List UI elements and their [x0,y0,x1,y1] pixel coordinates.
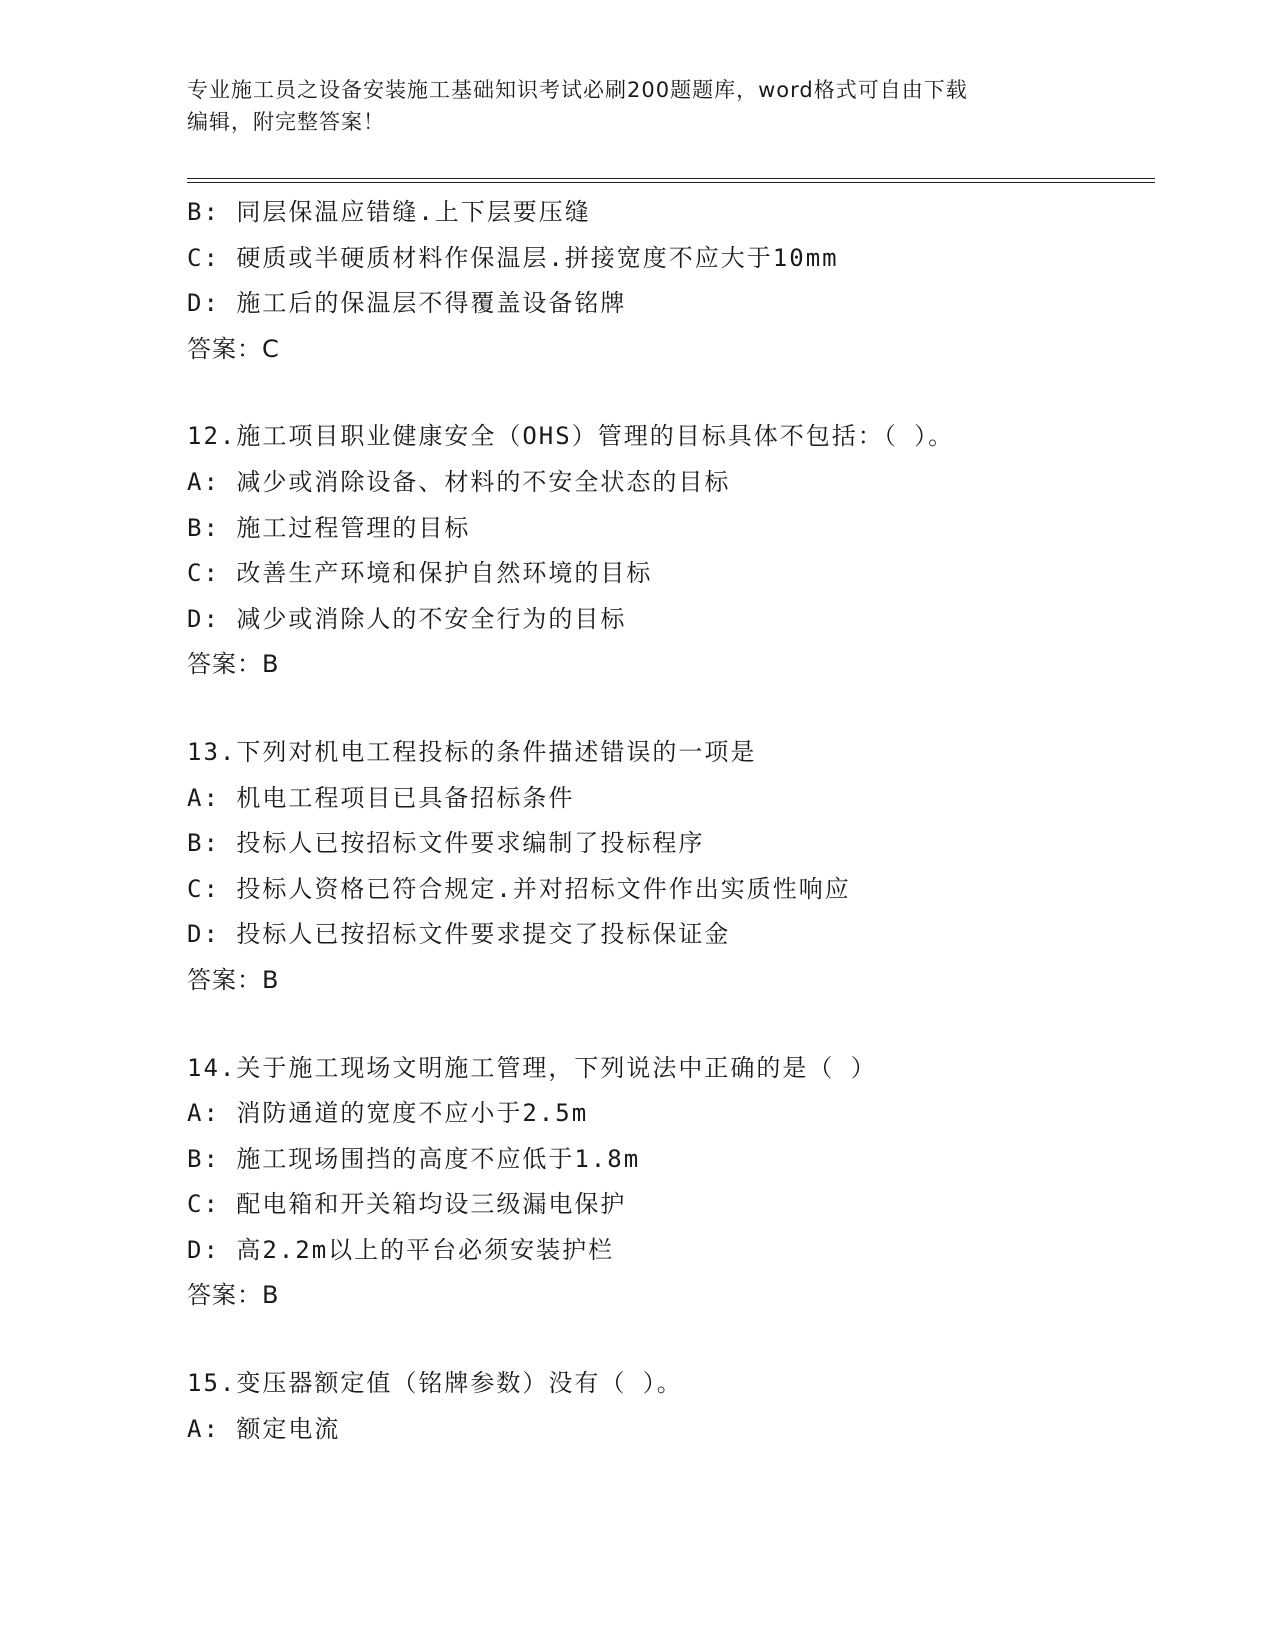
question-text: 15.变压器额定值（铭牌参数）没有（ ）。 [187,1369,683,1398]
option-b: B: 投标人已按招标文件要求编制了投标程序 [187,829,705,858]
option-b: B: 施工过程管理的目标 [187,513,471,542]
header-title-line-2: 编辑，附完整答案！ [187,110,385,134]
question-block [187,414,1155,688]
question-block [187,1361,1155,1452]
option-c: C: 投标人资格已符合规定.并对招标文件作出实质性响应 [187,874,851,903]
answer-line: 答案：C [187,334,280,363]
document-header [187,74,1087,138]
question-text: 14.关于施工现场文明施工管理，下列说法中正确的是（ ） [187,1053,877,1082]
option-c: C: 配电箱和开关箱均设三级漏电保护 [187,1190,627,1219]
answer-line: 答案：B [187,650,280,679]
question-block [187,730,1155,1004]
header-divider [187,178,1155,183]
answer-line: 答案：B [187,965,280,994]
option-a: A: 额定电流 [187,1414,341,1443]
option-d: D: 减少或消除人的不安全行为的目标 [187,604,627,633]
option-a: A: 消防通道的宽度不应小于2.5m [187,1099,589,1128]
answer-line: 答案：B [187,1281,280,1310]
question-text: 12.施工项目职业健康安全（OHS）管理的目标具体不包括：（ ）。 [187,422,955,451]
question-block [187,190,1155,372]
option-a: A: 减少或消除设备、材料的不安全状态的目标 [187,467,731,496]
option-d: D: 投标人已按招标文件要求提交了投标保证金 [187,920,731,949]
option-a: A: 机电工程项目已具备招标条件 [187,783,575,812]
option-b: B: 同层保温应错缝.上下层要压缝 [187,198,591,226]
option-d: D: 施工后的保温层不得覆盖设备铭牌 [187,289,627,318]
option-c: C: 硬质或半硬质材料作保温层.拼接宽度不应大于10mm [187,243,839,272]
header-title-line-1: 专业施工员之设备安装施工基础知识考试必刷200题题库，word格式可自由下载 [187,78,968,102]
question-text: 13.下列对机电工程投标的条件描述错误的一项是 [187,737,757,766]
option-d: D: 高2.2m以上的平台必须安装护栏 [187,1235,615,1264]
option-b: B: 施工现场围挡的高度不应低于1.8m [187,1144,641,1173]
option-c: C: 改善生产环境和保护自然环境的目标 [187,559,653,588]
question-block [187,1046,1155,1320]
question-list [187,190,1155,1452]
